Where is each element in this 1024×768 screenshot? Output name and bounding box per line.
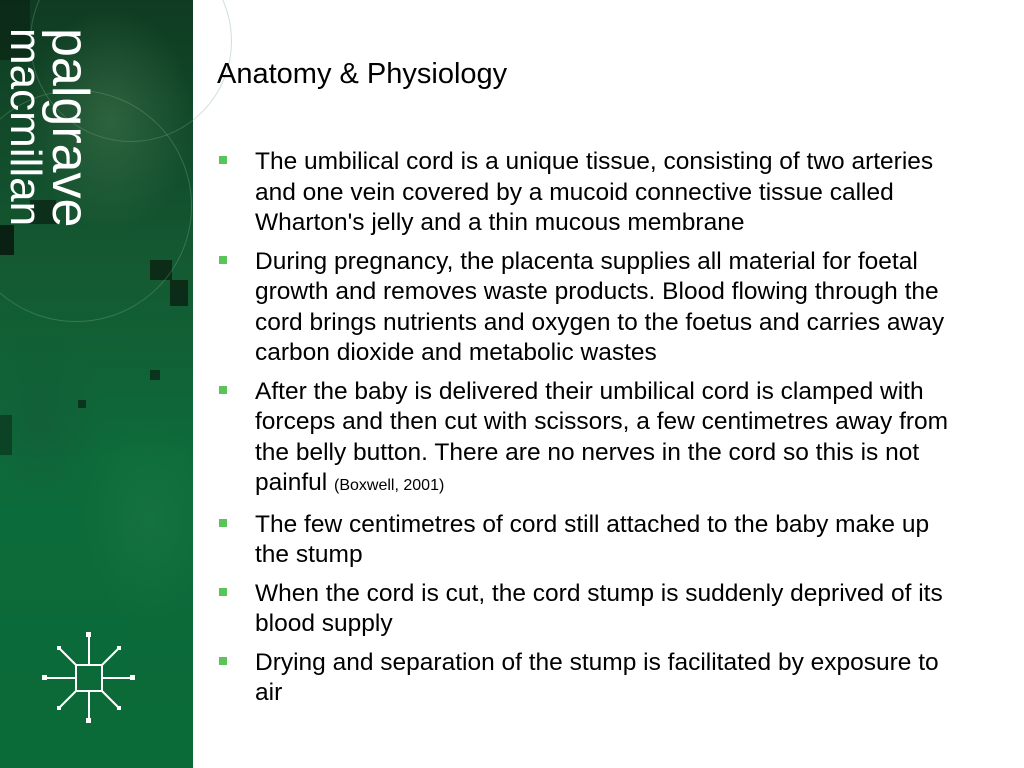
- logo-word-palgrave: palgrave: [41, 28, 100, 228]
- bullet-list: [217, 147, 962, 717]
- bullet-text: During pregnancy, the placenta supplies all material for foetal growth and removes waste products. Blood flowing through the cord brings nutrients and oxygen to the foetus and carries away carbon dioxide and metabolic wastes: [255, 247, 945, 366]
- network-square-icon: [42, 632, 138, 729]
- square-bullet-icon: [219, 156, 227, 164]
- bullet-item: [217, 247, 962, 369]
- square-bullet-icon: [219, 588, 227, 596]
- bullet-text: The umbilical cord is a unique tissue, consisting of two arteries and one vein covered by a mucoid connective tissue called Wharton's jelly and a thin mucous membrane: [255, 148, 934, 236]
- slide-title: Anatomy & Physiology: [217, 58, 508, 90]
- bullet-text: When the cord is cut, the cord stump is suddenly deprived of its blood supply: [255, 579, 943, 637]
- bullet-item: [217, 510, 962, 571]
- logo-word-macmillan: macmillan: [0, 28, 50, 227]
- bullet-item: [217, 579, 962, 640]
- bullet-text: Drying and separation of the stump is facilitated by exposure to air: [255, 648, 939, 706]
- bullet-item: [217, 147, 962, 239]
- square-bullet-icon: [219, 386, 227, 394]
- citation: (Boxwell, 2001): [334, 477, 445, 494]
- palgrave-macmillan-logo: [0, 22, 148, 272]
- bullet-item: [217, 648, 962, 709]
- square-bullet-icon: [219, 519, 227, 527]
- square-bullet-icon: [219, 256, 227, 264]
- bullet-text: The few centimetres of cord still attached to the baby make up the stump: [255, 510, 930, 568]
- square-bullet-icon: [219, 657, 227, 665]
- bullet-text: After the baby is delivered their umbilical cord is clamped with forceps and then cut with scissors, a few centimetres away from the belly button. There are no nerves in the cord so this is not painful: [255, 377, 949, 496]
- brand-sidebar: [0, 0, 193, 768]
- bullet-item: [217, 377, 962, 502]
